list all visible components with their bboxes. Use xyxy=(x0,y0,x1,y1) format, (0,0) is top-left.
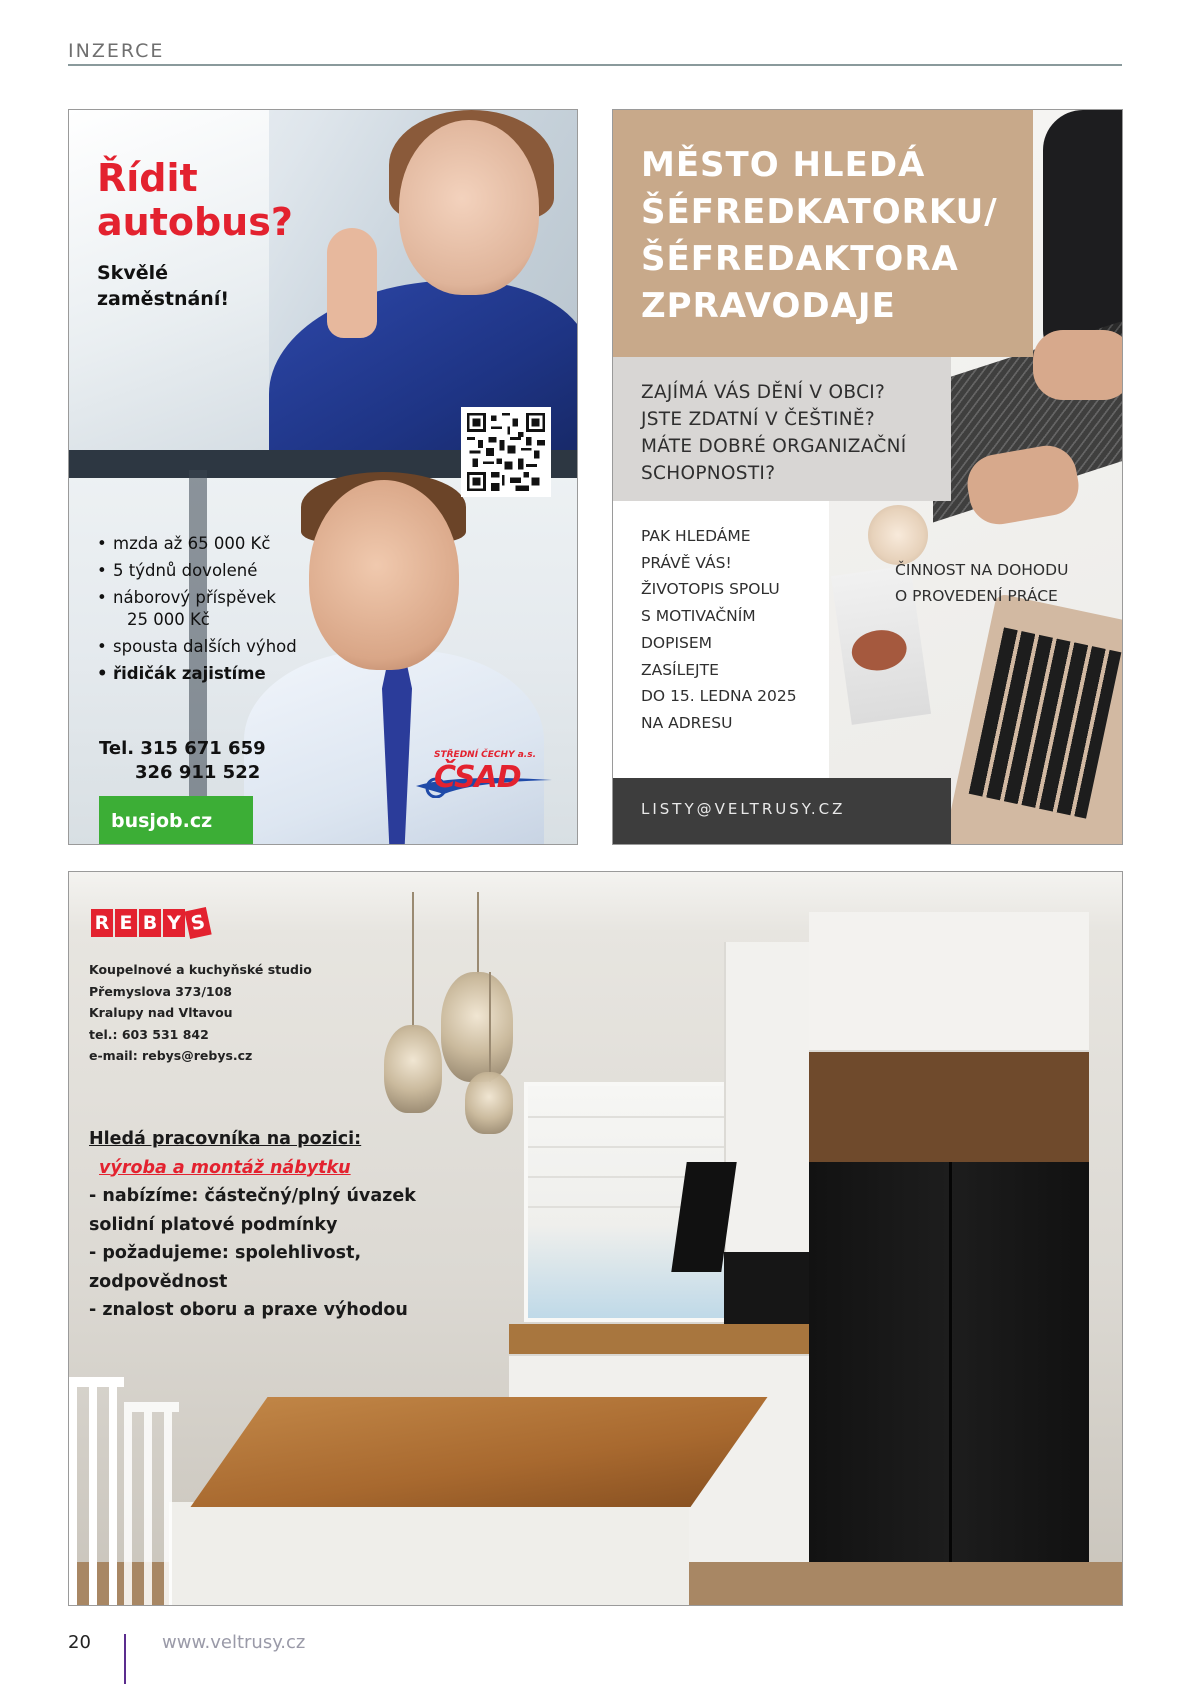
email-link[interactable]: LISTY@VELTRUSY.CZ xyxy=(641,800,846,818)
page-number: 20 xyxy=(68,1632,91,1653)
studio-address: Koupelnové a kuchyňské studio Přemyslova 373/108 Kralupy nad Vltavou tel.: 603 531 842 e-mail: rebys@rebys.cz xyxy=(89,959,312,1067)
editor-job-ad xyxy=(612,109,1123,845)
chair-image xyxy=(69,1377,124,1606)
editor-email-bar xyxy=(613,778,951,845)
candle-image xyxy=(868,505,928,565)
footer-divider xyxy=(124,1634,126,1684)
benefit-item: • 5 týdnů dovolené xyxy=(97,560,297,582)
thumbs-up-icon xyxy=(327,228,377,338)
rebys-logo: R E B Y S xyxy=(91,909,209,943)
website-link[interactable]: busjob.cz xyxy=(99,796,253,845)
benefits-list xyxy=(97,533,297,690)
email-link[interactable]: e-mail: rebys@rebys.cz xyxy=(89,1048,253,1063)
kitchen-island-image xyxy=(190,1397,767,1507)
job-offer-text: Hledá pracovníka na pozici: výroba a montáž nábytku - nabízíme: částečný/plný úvazek solidní platové podmínky - požadujeme: spolehlivost, zodpovědnost - znalost oboru a praxe výhodou xyxy=(89,1129,416,1320)
pendant-lamp-icon xyxy=(441,972,513,1082)
benefit-item: • mzda až 65 000 Kč xyxy=(97,533,297,555)
bus-ad-subtitle: Skvělé zaměstnání! xyxy=(97,262,230,310)
rebys-kitchen-ad xyxy=(68,871,1123,1606)
driver-man-face xyxy=(309,480,459,670)
footer-website-link[interactable]: www.veltrusy.cz xyxy=(162,1632,306,1653)
driver-woman-face xyxy=(399,120,539,295)
benefit-item: • náborový příspěvek 25 000 Kč xyxy=(97,587,297,631)
phone-numbers: Tel. 315 671 659 326 911 522 xyxy=(99,738,266,783)
benefit-item: • spousta dalších výhod xyxy=(97,636,297,658)
fridge-image xyxy=(809,1162,1089,1606)
qr-code-icon[interactable] xyxy=(461,407,551,497)
bus-ad-title: Řídit autobus? xyxy=(97,156,293,244)
bus-driver-ad xyxy=(68,109,578,845)
editor-info-box: PAK HLEDÁME PRÁVĚ VÁS! ŽIVOTOPIS SPOLU S MOTIVAČNÍM DOPISEM ZASÍLEJTE DO 15. LEDNA 2025 NA ADRESU xyxy=(613,501,829,778)
editor-questions-box: ZAJÍMÁ VÁS DĚNÍ V OBCI? JSTE ZDATNÍ V ČEŠTINĚ? MÁTE DOBRÉ ORGANIZAČNÍ SCHOPNOSTI? xyxy=(613,357,951,501)
benefit-item: • řidičák zajistíme xyxy=(97,663,297,685)
section-label: INZERCE xyxy=(68,40,165,62)
csad-logo: STŘEDNÍ ČECHY a.s. ČSAD xyxy=(414,750,554,812)
contract-type-text: ČINNOST NA DOHODU O PROVEDENÍ PRÁCE xyxy=(895,561,1069,605)
section-divider xyxy=(68,64,1122,66)
editor-title-box xyxy=(613,110,1033,357)
editor-ad-title: MĚSTO HLEDÁ ŠÉFREDKATORKU/ ŠÉFREDAKTORA ZPRAVODAJE xyxy=(641,145,998,326)
